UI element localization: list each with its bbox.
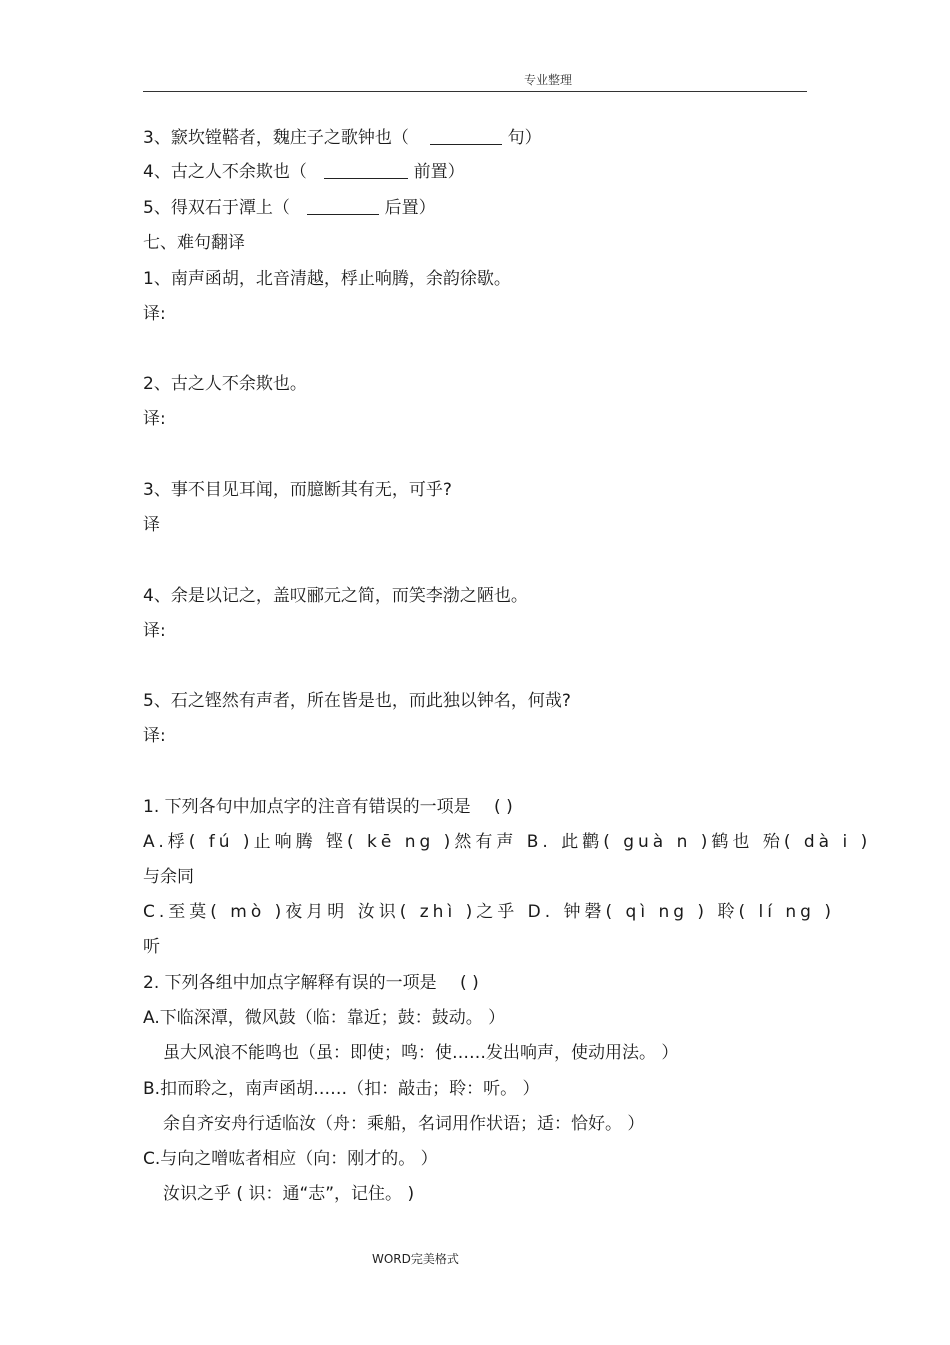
question-2-option-a2: 虽大风浪不能鸣也（虽：即使；鸣：使……发出响声，使动用法。 ） xyxy=(163,1043,679,1063)
question-2-option-b1: B.扣而聆之，南声函胡……（扣：敲击；聆：听。 ） xyxy=(143,1079,540,1099)
translation-label-4: 译: xyxy=(143,621,166,641)
question-1-stem: 1. 下列各句中加点字的注音有错误的一项是 ( ) xyxy=(143,797,513,817)
translation-sentence-2: 2、古之人不余欺也。 xyxy=(143,374,307,394)
section-title: 七、难句翻译 xyxy=(143,233,245,253)
answer-blank[interactable] xyxy=(430,127,502,145)
fill-item-3: 3、窾坎镗鞳者，魏庄子之歌钟也（ 句） xyxy=(143,128,542,148)
question-1-options-cd-cont: 听 xyxy=(143,937,160,957)
question-2-option-c2: 汝识之乎 ( 识：通“志”，记住。 ) xyxy=(163,1184,415,1204)
translation-sentence-3: 3、事不目见耳闻，而臆断其有无，可乎? xyxy=(143,480,452,500)
translation-label-3: 译 xyxy=(143,515,160,535)
translation-sentence-5: 5、石之铿然有声者，所在皆是也，而此独以钟名，何哉? xyxy=(143,691,571,711)
fill-item-5: 5、得双石于潭上（ 后置） xyxy=(143,198,436,218)
answer-blank[interactable] xyxy=(307,197,379,215)
question-1-options-ab: A.桴( fú )止响腾 铿( kē ng )然有声 B. 此鹳( guà n )鹤也 殆( dà i ) xyxy=(143,832,872,852)
page-footer: WORD完美格式 xyxy=(372,1252,459,1266)
question-2-stem: 2. 下列各组中加点字解释有误的一项是 ( ) xyxy=(143,973,479,993)
answer-paren[interactable]: ( ) xyxy=(460,973,479,993)
question-1-options-ab-cont: 与余同 xyxy=(143,867,194,887)
fill-item-4: 4、古之人不余欺也（ 前置） xyxy=(143,162,465,182)
question-2-option-b2: 余自齐安舟行适临汝（舟：乘船，名词用作状语；适：恰好。 ） xyxy=(163,1114,645,1134)
translation-label-2: 译: xyxy=(143,409,166,429)
translation-sentence-1: 1、南声函胡，北音清越，桴止响腾，余韵徐歇。 xyxy=(143,269,511,289)
answer-paren[interactable]: ( ) xyxy=(494,797,513,817)
question-2-option-a1: A.下临深潭，微风鼓（临：靠近；鼓：鼓动。 ） xyxy=(143,1008,506,1028)
translation-sentence-4: 4、余是以记之，盖叹郦元之简，而笑李渤之陋也。 xyxy=(143,586,528,606)
translation-label-5: 译: xyxy=(143,726,166,746)
answer-blank[interactable] xyxy=(324,161,408,179)
page-header xyxy=(143,66,807,92)
question-2-option-c1: C.与向之噌吰者相应（向：刚才的。 ） xyxy=(143,1149,438,1169)
header-title: 专业整理 xyxy=(524,73,573,87)
translation-label-1: 译: xyxy=(143,304,166,324)
question-1-options-cd: C.至莫( mò )夜月明 汝识( zhì )之乎 D. 钟磬( qì ng ) 聆( lí ng ) xyxy=(143,902,835,922)
